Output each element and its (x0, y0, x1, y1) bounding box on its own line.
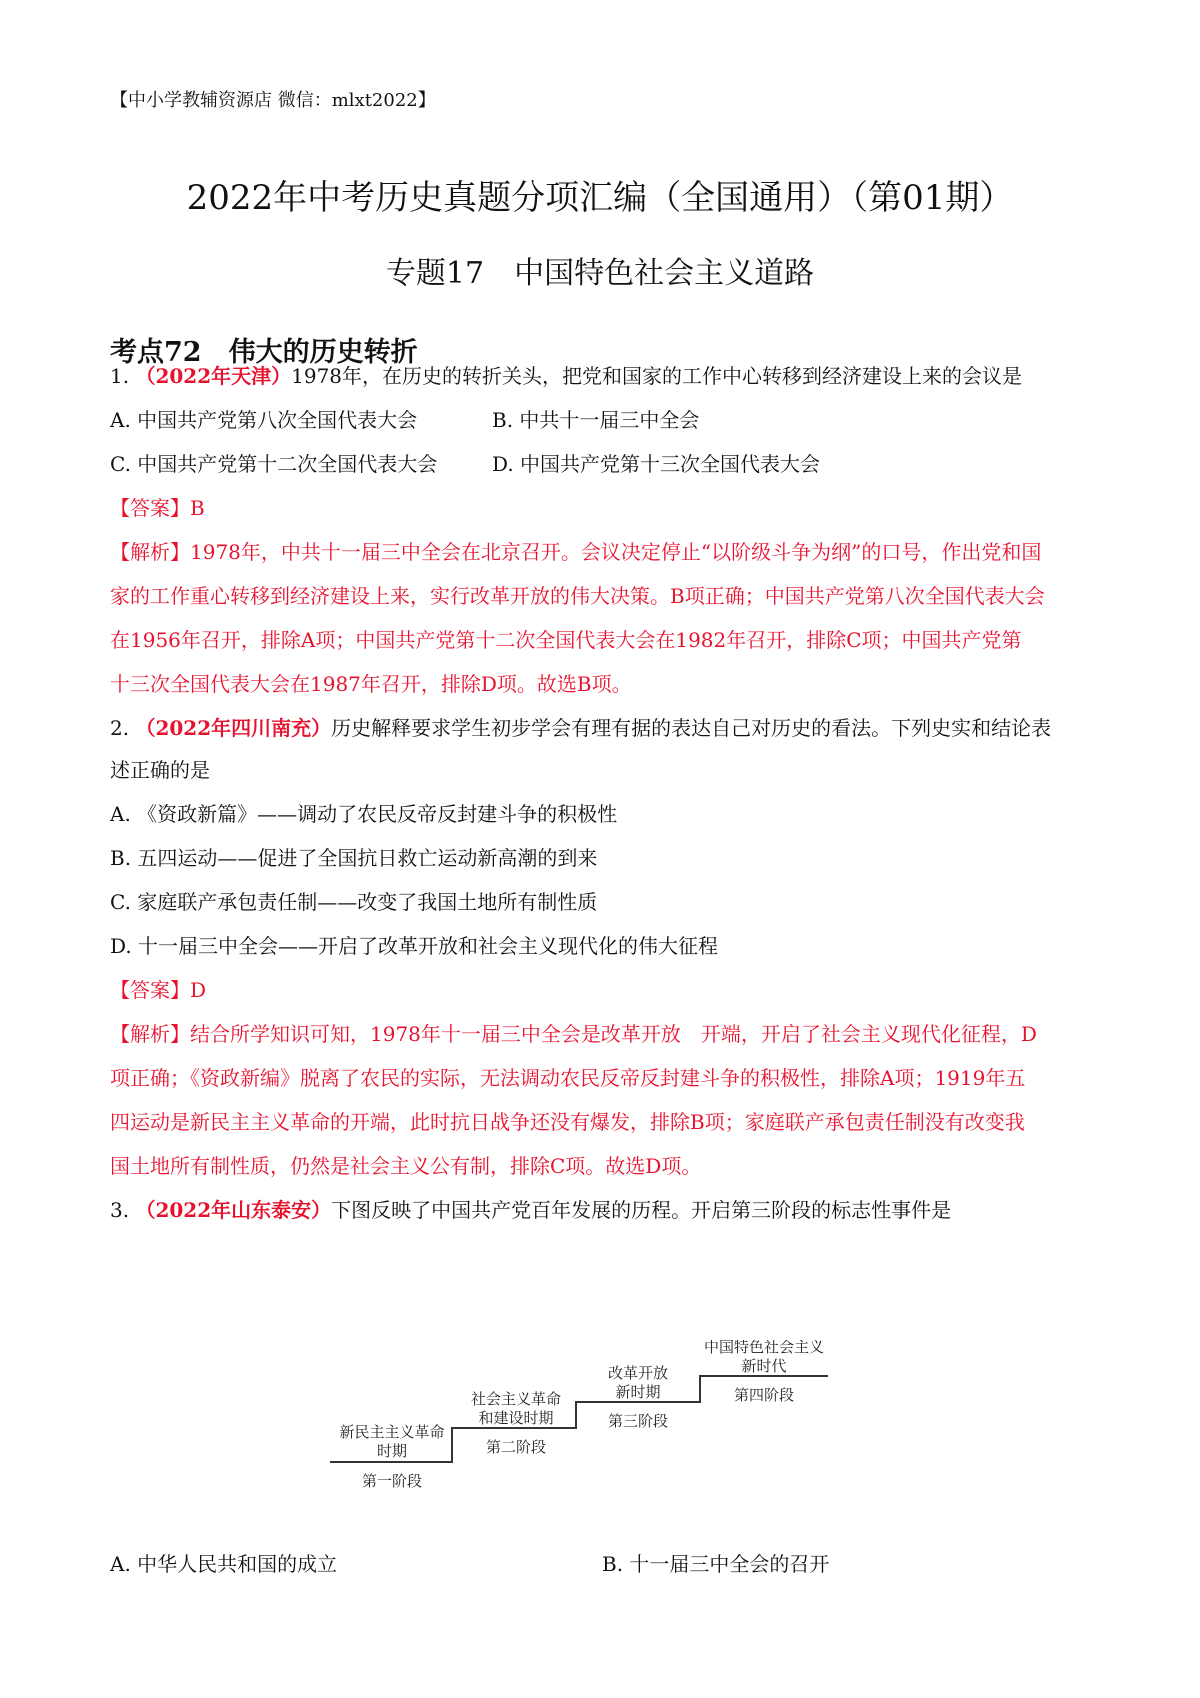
stage1-label: 第一阶段 (361, 1472, 423, 1490)
q2-stem-text: 历史解释要求学生初步学会有理有据的表达自己对历史的看法。下列史实和结论表 (331, 716, 1052, 740)
q1-answer: 【答案】B (110, 496, 205, 520)
q1-number: 1. (110, 364, 130, 388)
q2-source: （2022年四川南充） (135, 716, 332, 740)
q1-stem (110, 360, 1022, 389)
stage2-label: 第二阶段 (485, 1438, 547, 1456)
stage3-title: 新时期 (615, 1383, 661, 1401)
q2-option-a: A. 《资政新篇》——调动了农民反帝反封建斗争的积极性 (110, 802, 618, 826)
stage2-title: 社会主义革命 (470, 1390, 562, 1408)
stage1-title: 时期 (376, 1442, 408, 1460)
q1-analysis-line: 【解析】1978年，中共十一届三中全会在北京召开。会议决定停止“以阶级斗争为纲”的口号，作出党和国 (110, 540, 1042, 564)
page-subtitle: 专题17 中国特色社会主义道路 (385, 256, 815, 291)
q3-number: 3. (110, 1198, 130, 1222)
stage2-title: 和建设时期 (478, 1409, 554, 1427)
q2-number: 2. (110, 716, 130, 740)
q1-source: （2022年天津） (135, 364, 292, 388)
q2-option-c: C. 家庭联产承包责任制——改变了我国土地所有制性质 (110, 890, 598, 914)
q2-analysis-line: 【解析】结合所学知识可知，1978年十一届三中全会是改革开放 开端，开启了社会主义现代化征程，D (110, 1022, 1037, 1046)
q2-analysis-line: 项正确；《资政新编》脱离了农民的实际，无法调动农民反帝反封建斗争的积极性，排除A项；1919年五 (110, 1066, 1026, 1090)
q1-option-a: A. 中国共产党第八次全国代表大会 (110, 408, 418, 432)
stage3-label: 第三阶段 (607, 1412, 669, 1430)
q1-option-d: D. 中国共产党第十三次全国代表大会 (492, 452, 821, 476)
q1-analysis-line: 在1956年召开，排除A项；中国共产党第十二次全国代表大会在1982年召开，排除C项；中国共产党第 (110, 628, 1022, 652)
q1-stem-text: 1978年，在历史的转折关头，把党和国家的工作中心转移到经济建设上来的会议是 (291, 364, 1023, 388)
q3-source: （2022年山东泰安） (135, 1198, 332, 1222)
q1-option-b: B. 中共十一届三中全会 (492, 408, 700, 432)
q3-stem-text: 下图反映了中国共产党百年发展的历程。开启第三阶段的标志性事件是 (331, 1198, 952, 1222)
stage3-title: 改革开放 (607, 1364, 669, 1382)
q2-stem (110, 712, 1051, 741)
q2-answer: 【答案】D (110, 978, 207, 1002)
q2-analysis-line: 国土地所有制性质，仍然是社会主义公有制，排除C项。故选D项。 (110, 1154, 702, 1178)
q2-option-b: B. 五四运动——促进了全国抗日救亡运动新高潮的到来 (110, 846, 598, 870)
q3-stem (110, 1194, 951, 1223)
header-note: 【中小学教辅资源店 微信：mlxt2022】 (110, 90, 436, 111)
q3-option-a: A. 中华人民共和国的成立 (110, 1552, 338, 1576)
q1-analysis-line: 家的工作重心转移到经济建设上来，实行改革开放的伟大决策。B项正确；中国共产党第八次全国代表大会 (110, 584, 1045, 608)
q2-option-d: D. 十一届三中全会——开启了改革开放和社会主义现代化的伟大征程 (110, 934, 719, 958)
q2-stem-cont: 述正确的是 (110, 758, 210, 782)
q1-analysis-line: 十三次全国代表大会在1987年召开，排除D项。故选B项。 (110, 672, 632, 696)
stage1-title: 新民主主义革命 (339, 1423, 445, 1441)
stage4-title: 中国特色社会主义 (703, 1340, 825, 1356)
stage4-title: 新时代 (741, 1357, 787, 1375)
q3-option-b: B. 十一届三中全会的召开 (602, 1552, 830, 1576)
stage4-label: 第四阶段 (733, 1386, 795, 1404)
stage-diagram (330, 1340, 890, 1520)
page-title: 2022年中考历史真题分项汇编（全国通用）（第01期） (186, 178, 1014, 218)
q2-analysis-line: 四运动是新民主主义革命的开端，此时抗日战争还没有爆发，排除B项；家庭联产承包责任制没有改变我 (110, 1110, 1025, 1134)
q1-option-c: C. 中国共产党第十二次全国代表大会 (110, 452, 438, 476)
section-heading: 考点72 伟大的历史转折 (110, 337, 418, 368)
